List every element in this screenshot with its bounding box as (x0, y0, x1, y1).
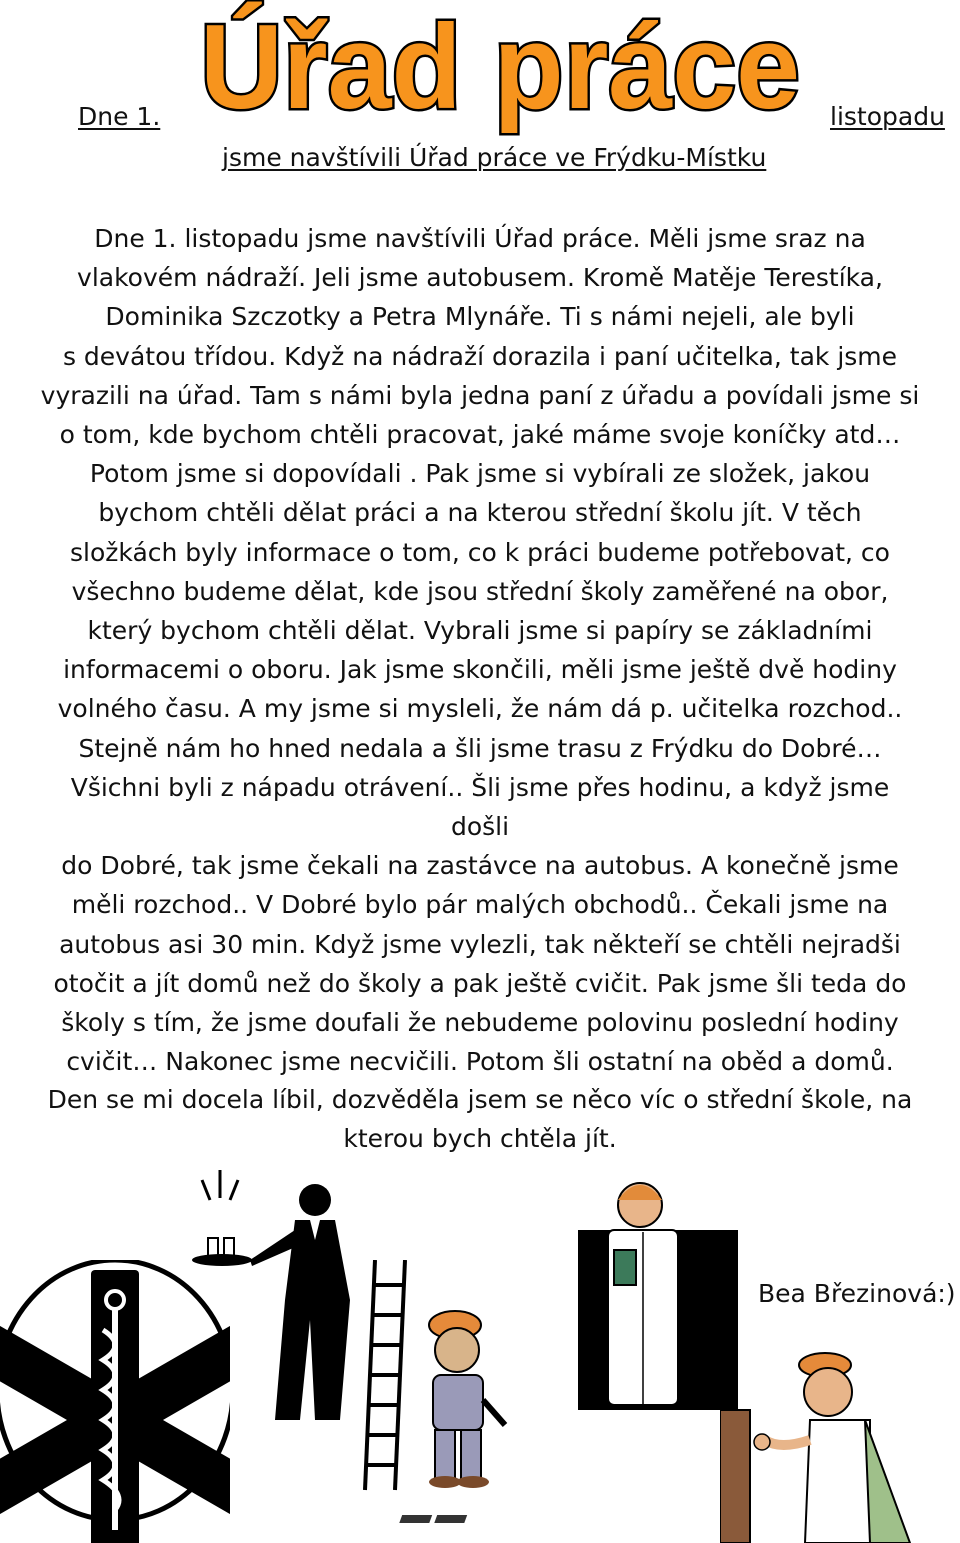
body-line: cvičit… Nakonec jsme necvičili. Potom šli ostatní na oběd a domů. (66, 1047, 894, 1077)
body-line: informacemi o oboru. Jak jsme skončili, měli jsme ještě dvě hodiny (63, 655, 897, 685)
body-line: s devátou třídou. Když na nádraží dorazila i paní učitelka, tak jsme (62, 341, 898, 371)
body-line: Stejně nám ho hned nedala a šli jsme trasu z Frýdku do Dobré… (78, 733, 882, 763)
body-line: Dne 1. listopadu jsme navštívili Úřad práce. Měli jsme sraz na (94, 224, 866, 253)
body-line: vyrazili na úřad. Tam s námi byla jedna paní z úřadu a povídali jsme si (40, 380, 920, 410)
body-line: měli rozchod.. V Dobré bylo pár malých obchodů.. Čekali jsme na (71, 890, 889, 920)
body-line: o tom, kde bychom chtěli pracovat, jaké máme svoje koníčky atd… (59, 420, 901, 450)
body-line: otočit a jít domů než do školy a pak ještě cvičit. Pak jsme šli teda do (53, 968, 907, 998)
body-line: bychom chtěli dělat práci a na kterou střední školu jít. V těch (98, 498, 862, 528)
body-line: Všichni byli z nápadu otrávení.. Šli jsme přes hodinu, a když jsme došli (70, 772, 890, 842)
subtitle: jsme navštívili Úřad práce ve Frýdku-Místku (222, 143, 767, 172)
date-right: listopadu (830, 102, 945, 131)
doctor-icon (578, 1170, 738, 1410)
page-title-art (190, 0, 810, 140)
body-line: školy s tím, že jsme doufali že nebudeme polovinu poslední hodiny (61, 1008, 899, 1038)
conclusion-line: Den se mi docela líbil, dozvěděla jsem se něco víc o střední škole, na (47, 1085, 913, 1114)
body-line: autobus asi 30 min. Když jsme vylezli, tak někteří se chtěli nejradši (59, 929, 901, 959)
body-line: složkách byly informace o tom, co k práci budeme potřebovat, co (70, 537, 890, 567)
date-left: Dne 1. (78, 102, 161, 131)
body-line: který bychom chtěli dělat. Vybrali jsme si papíry se základními (87, 616, 873, 646)
conclusion-line: kterou bych chtěla jít. (343, 1124, 617, 1154)
body-line: vlakovém nádraží. Jeli jsme autobusem. Kromě Matěje Terestíka, (77, 263, 883, 293)
body-line: Dominika Szczotky a Petra Mlynáře. Ti s námi nejeli, ale byli (105, 302, 855, 332)
body-line: volného času. A my jsme si mysleli, že nám dá p. učitelka rozchod.. (57, 694, 903, 724)
locksmith-icon (720, 1340, 960, 1543)
body-text (40, 219, 920, 1081)
page-title: Úřad práce (200, 0, 800, 134)
worker-with-ladder-icon (355, 1260, 585, 1540)
conclusion-text (40, 1080, 920, 1158)
signature: Bea Březinová:) (758, 1279, 956, 1308)
body-line: všechno budeme dělat, kde jsou střední školy zaměřené na obor, (71, 576, 889, 606)
body-line: do Dobré, tak jsme čekali na zastávce na autobus. A konečně jsme (61, 851, 899, 881)
body-line: Potom jsme si dopovídali . Pak jsme si vybírali ze složek, jakou (89, 459, 871, 489)
